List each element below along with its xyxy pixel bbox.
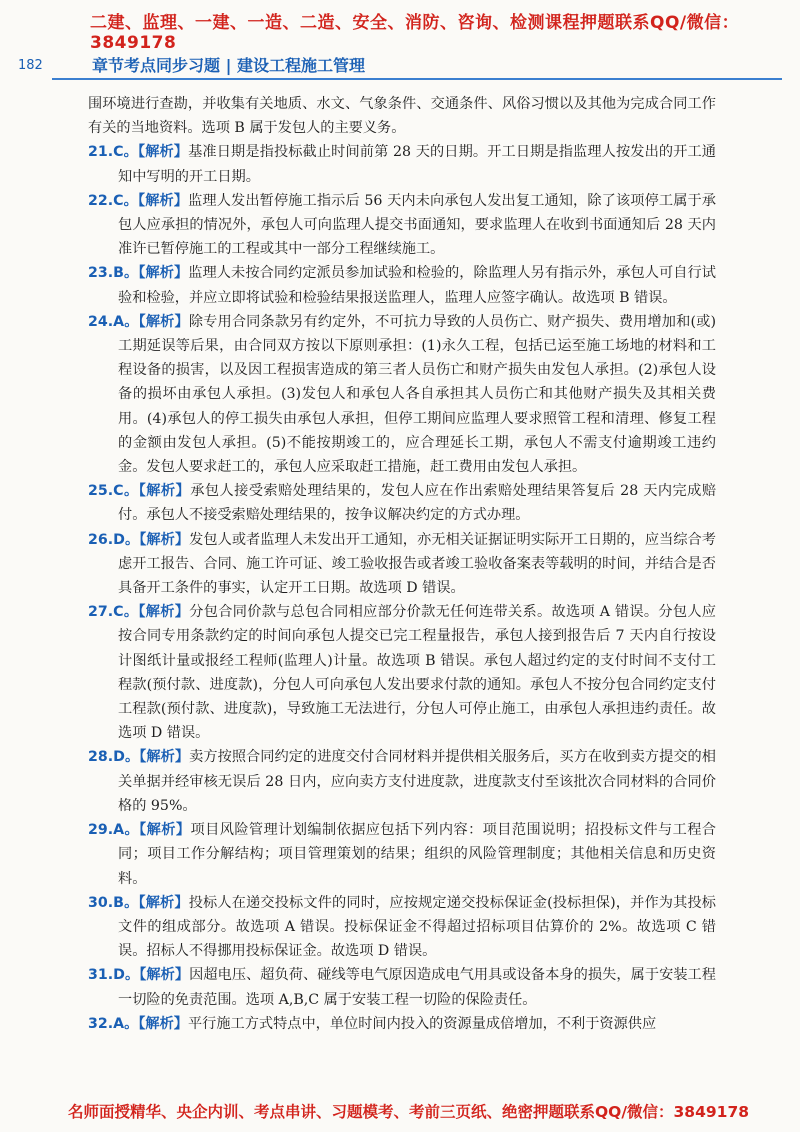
answer-letter: C。 (113, 604, 139, 621)
analysis-text: 投标人在递交投标文件的同时，应按规定递交投标保证金(投标担保)，并作为其投标文件的组成部分。故选项 A 错误。投标保证金不得超过招标项目估算价的 2%。故选项 C 错误。招标人不得挪用投标保证金。故选项 D 错误。 (118, 894, 716, 960)
question-number: 28. (88, 749, 114, 766)
top-banner: 二建、监理、一建、一造、二造、安全、消防、咨询、检测课程押题联系QQ/微信：3849178 (90, 13, 740, 53)
answer-letter: C。 (113, 144, 138, 161)
answer-letter: D。 (113, 967, 140, 984)
analysis-text: 监理人发出暂停施工指示后 56 天内未向承包人发出复工通知，除了该项停工属于承包人应承担的情况外，承包人可向监理人提交书面通知，要求监理人在收到书面通知后 28 天内准许已暂停施工的工程或其中一部分工程继续施工。 (118, 192, 716, 258)
answer-item (88, 310, 716, 479)
analysis-text: 发包人或者监理人未发出开工通知，亦无相关证据证明实际开工日期的，应当综合考虑开工报告、合同、施工许可证、竣工验收报告或者竣工验收备案表等载明的时间，并结合是否具备开工条件的事实，认定开工日期。故选项 D 错误。 (118, 531, 716, 597)
analysis-tag: 【解析】 (139, 531, 190, 548)
analysis-text: 监理人未按合同约定派员参加试验和检验的，除监理人另有指示外，承包人可自行试验和检验，并应立即将试验和检验结果报送监理人，监理人应签字确认。故选项 B 错误。 (118, 265, 716, 306)
analysis-text: 平行施工方式特点中，单位时间内投入的资源量成倍增加，不利于资源供应 (187, 1015, 657, 1032)
analysis-text: 卖方按照合同约定的进度交付合同材料并提供相关服务后，买方在收到卖方提交的相关单据并经审核无误后 28 日内，应向卖方支付进度款，进度款支付至该批次合同材料的合同价格的 95%。 (118, 749, 716, 814)
question-number: 30. (88, 894, 114, 911)
analysis-text: 基准日期是指投标截止时间前第 28 天的日期。开工日期是指监理人按发出的开工通知中写明的开工日期。 (118, 144, 716, 185)
question-number: 32. (88, 1015, 114, 1032)
answer-letter: C。 (113, 483, 139, 500)
analysis-tag: 【解析】 (138, 313, 189, 330)
page-number: 182 (18, 58, 43, 73)
answer-letter: A。 (113, 1015, 139, 1032)
analysis-tag: 【解析】 (137, 144, 189, 161)
answer-item (88, 818, 716, 891)
bottom-banner: 名师面授精华、央企内训、考点串讲、习题模考、考前三页纸、绝密押题联系QQ/微信：3849178 (68, 1103, 750, 1121)
analysis-tag: 【解析】 (138, 265, 189, 282)
answer-letter: D。 (113, 531, 140, 548)
answer-list (88, 140, 716, 1036)
analysis-tag: 【解析】 (138, 604, 190, 621)
question-number: 24. (88, 313, 114, 330)
question-number: 29. (88, 822, 114, 839)
answer-item (88, 1012, 716, 1036)
intro-paragraph: 围环境进行查勘，并收集有关地质、水文、气象条件、交通条件、风俗习惯以及其他为完成合同工作有关的当地资料。选项 B 属于发包人的主要义务。 (88, 96, 716, 137)
answer-letter: A。 (113, 313, 139, 330)
analysis-tag: 【解析】 (139, 749, 190, 766)
question-number: 23. (88, 265, 114, 282)
answer-item (88, 479, 716, 527)
analysis-tag: 【解析】 (139, 967, 190, 984)
answer-letter: B。 (113, 894, 139, 911)
analysis-tag: 【解析】 (138, 894, 189, 911)
question-number: 27. (88, 604, 114, 621)
answer-item (88, 600, 716, 745)
answer-item (88, 140, 716, 188)
analysis-text: 除专用合同条款另有约定外，不可抗力导致的人员伤亡、财产损失、费用增加和(或)工期延误等后果，由合同双方按以下原则承担：(1)永久工程，包括已运至施工场地的材料和工程设备的损害，以及因工程损害造成的第三者人员伤亡和财产损失由发包人承担。(2)承包人设备的损坏由承包人承担。(3)发包人和承包人各自承担其人员伤亡和其他财产损失及其相关费用。(4)承包人的停工损失由承包人承担，但停工期间应监理人要求照管工程和清理、修复工程的金额由发包人承担。(5)不能按期竣工的，应合理延长工期，承包人不需支付逾期竣工违约金。发包人要求赶工的，承包人应采取赶工措施，赶工费用由发包人承担。 (118, 313, 717, 476)
analysis-text: 分包合同价款与总包合同相应部分价款无任何连带关系。故选项 A 错误。分包人应按合同专用条款约定的时间向承包人提交已完工程量报告，承包人接到报告后 7 天内自行按设计图纸计量或报经工程师(监理人)计量。故选项 B 错误。承包人超过约定的支付时间不支付工程款(预付款、进度款)，分包人可向承包人发出要求付款的通知。承包人不按分包合同约定支付工程款(预付款、进度款)，导致施工无法进行，分包人可停止施工，由承包人承担违约责任。故选项 D 错误。 (118, 604, 716, 742)
answer-item (88, 963, 716, 1011)
answer-item (88, 261, 716, 309)
analysis-text: 项目风险管理计划编制依据应包括下列内容：项目范围说明；招投标文件与工程合同；项目工作分解结构；项目管理策划的结果；组织的风险管理制度；其他相关信息和历史资料。 (118, 822, 716, 887)
answer-content (88, 92, 716, 1036)
analysis-text: 承包人接受索赔处理结果的，发包人应在作出索赔处理结果答复后 28 天内完成赔付。承包人不接受索赔处理结果的，按争议解决约定的方式办理。 (118, 483, 717, 524)
answer-item (88, 189, 716, 262)
answer-letter: C。 (113, 192, 138, 209)
analysis-text: 因超电压、超负荷、碰线等电气原因造成电气用具或设备本身的损失，属于安装工程一切险的免责范围。选项 A,B,C 属于安装工程一切险的保险责任。 (118, 967, 716, 1008)
analysis-tag: 【解析】 (139, 822, 191, 839)
analysis-tag: 【解析】 (138, 483, 191, 500)
page-header (0, 48, 800, 80)
chapter-title: 章节考点同步习题 | 建设工程施工管理 (92, 56, 365, 75)
header-rule (52, 78, 782, 80)
answer-item (88, 745, 716, 818)
analysis-tag: 【解析】 (138, 1015, 188, 1032)
question-number: 31. (88, 967, 114, 984)
question-number: 22. (88, 192, 114, 209)
question-number: 25. (88, 483, 114, 500)
question-number: 21. (88, 144, 114, 161)
answer-item (88, 891, 716, 964)
answer-item (88, 528, 716, 601)
analysis-tag: 【解析】 (137, 192, 189, 209)
answer-letter: A。 (113, 822, 140, 839)
answer-letter: D。 (113, 749, 140, 766)
question-number: 26. (88, 531, 114, 548)
answer-letter: B。 (113, 265, 139, 282)
